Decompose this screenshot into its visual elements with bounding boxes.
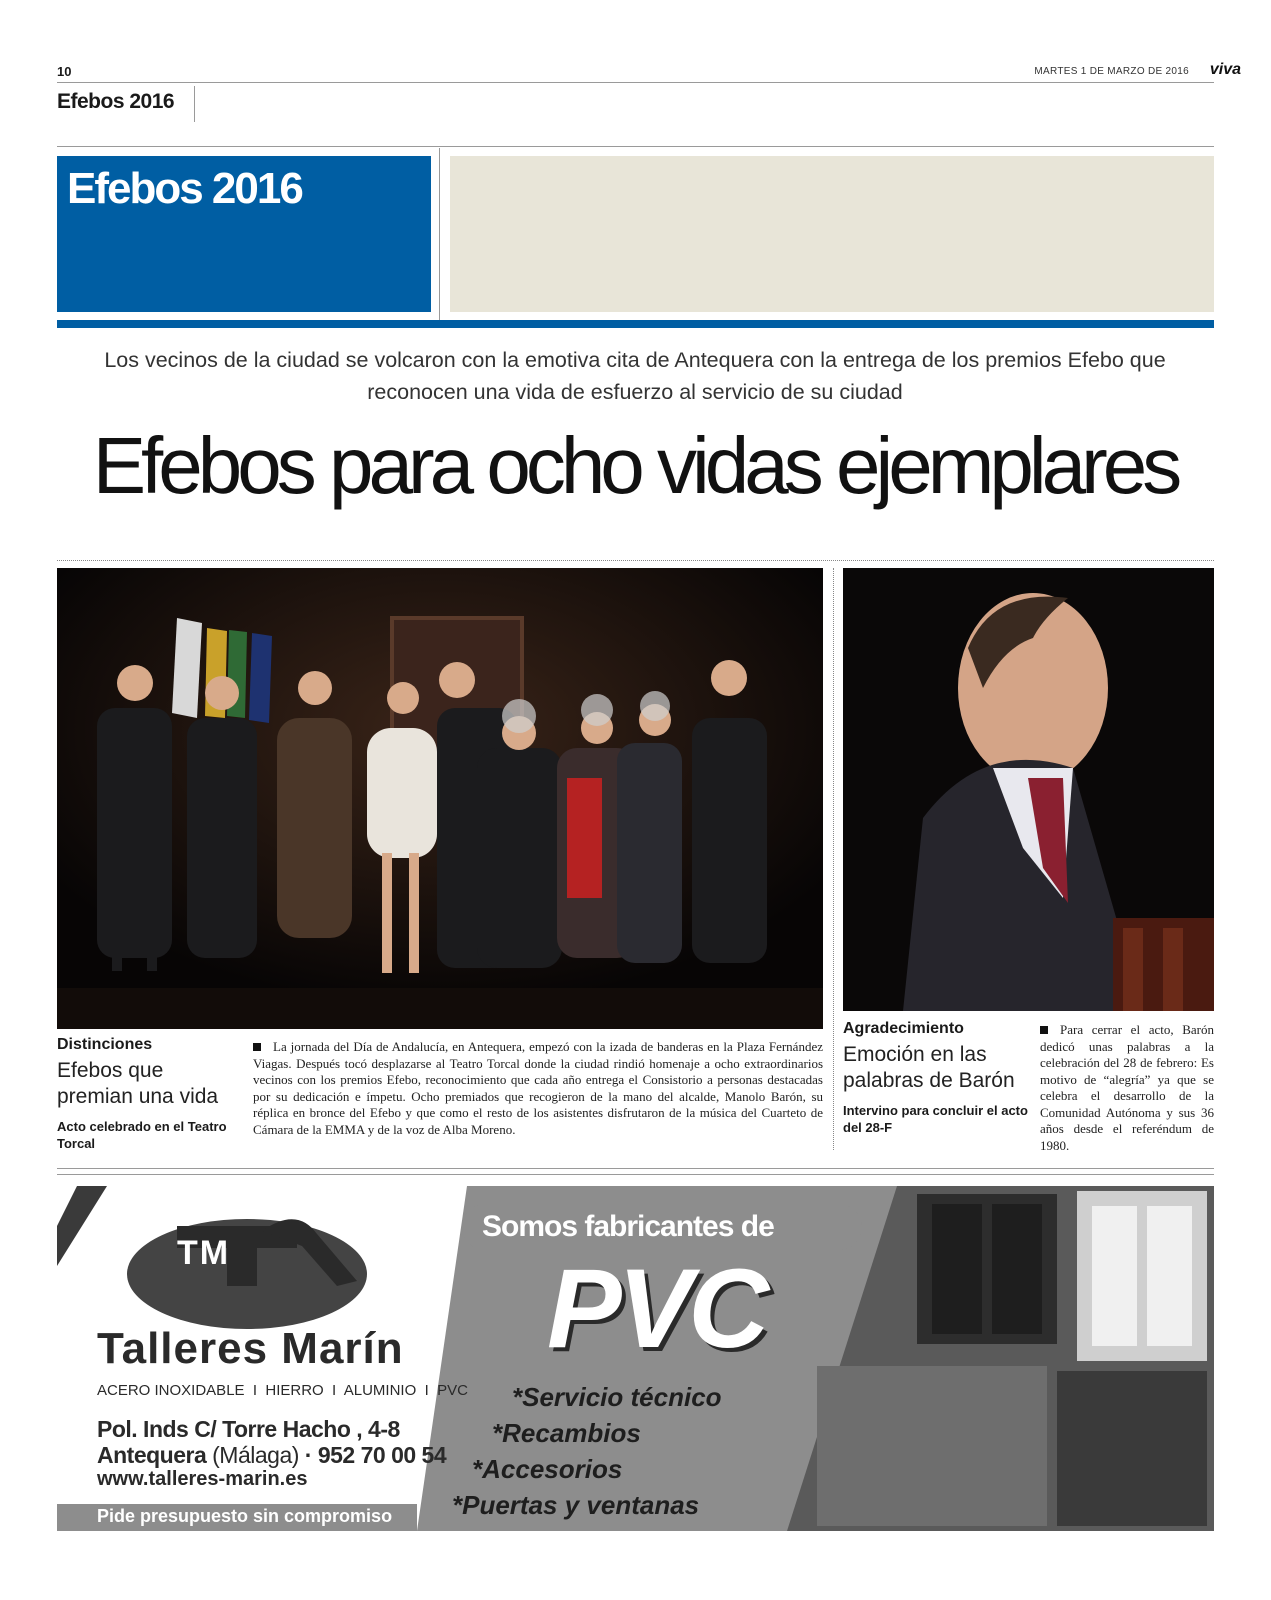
issue-date: MARTES 1 DE MARZO DE 2016 <box>1034 66 1189 77</box>
left-body-text: La jornada del Día de Andalucía, en Antequera, empezó con la izada de banderas en la Plaza Fernández Viagas. Después tocó desplazarse al Teatro Torcal donde la ciudad rindió homenaje a ocho extraordinarios vecinos con los premios Efebo, reconocimiento que cada año entrega el Consistorio a personas destacadas por su dedicación e ímpetu. Ocho premiados que recogieron de la mano del alcalde, Manolo Barón, su réplica en bronce del Efebo y que como el resto de los asistentes disfrutaron de la música del Cuarteto de Cámara de la EMMA y de la voz de Alba Moreno. <box>253 1039 823 1137</box>
left-body <box>253 1039 823 1138</box>
ad-tagline: Somos fabricantes de <box>482 1210 774 1243</box>
ad-city: Antequera <box>97 1442 207 1468</box>
footer-rule-1 <box>57 1168 1214 1169</box>
right-caption-subtitle: Intervino para concluir el acto del 28-F <box>843 1103 1028 1135</box>
right-body <box>1040 1022 1214 1154</box>
banner-divider <box>439 148 440 320</box>
ad-phone: · 952 70 00 54 <box>304 1442 447 1468</box>
page-number: 10 <box>57 64 72 79</box>
dotted-separator <box>57 560 1214 561</box>
banner-panel <box>450 156 1214 312</box>
banner-title: Efebos 2016 <box>67 164 302 213</box>
ad-service-3: *Accesorios <box>472 1454 623 1484</box>
right-caption <box>843 1020 1033 1136</box>
ad-address: Pol. Inds C/ Torre Hacho , 4-8 <box>97 1416 400 1442</box>
article-headline: Efebos para ocho vidas ejemplares <box>92 421 1178 510</box>
newspaper-brand: viva <box>1209 61 1241 78</box>
ad-service-1: *Servicio técnico <box>512 1382 722 1412</box>
ad-materials: ACERO INOXIDABLE I HIERRO I ALUMINIO I PVC <box>97 1382 468 1399</box>
section-banner <box>57 156 431 312</box>
right-body-text: Para cerrar el acto, Barón dedicó unas palabras a la celebración del 28 de febrero: Es motivo de “alegría” ya que se celebra el desarrollo de la Comunidad Autónoma y sus 36 años desde el referéndum de 1980. <box>1040 1022 1214 1153</box>
section-rule <box>57 146 1214 147</box>
advertisement <box>57 1186 1214 1531</box>
accent-bar <box>57 320 1214 328</box>
right-caption-title: Emoción en las palabras de Barón <box>843 1043 1015 1092</box>
section-title: Efebos 2016 <box>57 90 175 113</box>
left-caption <box>57 1036 237 1152</box>
ad-company: Talleres Marín <box>97 1324 404 1373</box>
ad-product: PVC <box>547 1246 766 1371</box>
bullet-square <box>1040 1026 1048 1034</box>
section-divider <box>194 86 195 122</box>
ad-cta: Pide presupuesto sin compromiso <box>97 1506 393 1526</box>
left-caption-label: Distinciones <box>57 1036 153 1053</box>
award-winners-photo <box>57 568 823 1029</box>
ad-service-2: *Recambios <box>492 1418 641 1448</box>
ad-region: (Málaga) <box>212 1442 299 1468</box>
article-kicker: Los vecinos de la ciudad se volcaron con la emotiva cita de Antequera con la entrega de los premios Efebo que reconocen una vida de esfuerzo al servicio de su ciudad <box>104 348 1166 404</box>
mayor-speaking-photo <box>843 568 1214 1011</box>
right-caption-label: Agradecimiento <box>843 1020 964 1037</box>
ad-website: www.talleres-marin.es <box>97 1468 308 1490</box>
bullet-square <box>253 1043 261 1051</box>
header-rule <box>57 82 1214 83</box>
mayor-speaking-illustration <box>843 568 1214 1011</box>
left-caption-subtitle: Acto celebrado en el Teatro Torcal <box>57 1119 227 1151</box>
column-divider <box>833 568 834 1150</box>
ad-service-4: *Puertas y ventanas <box>452 1490 700 1520</box>
footer-rule-2 <box>57 1174 1214 1175</box>
ad-city-line <box>97 1442 446 1469</box>
ad-logo-initials: TM <box>177 1234 231 1272</box>
left-caption-title: Efebos que premian una vida <box>57 1059 219 1108</box>
award-winners-illustration <box>57 568 823 1029</box>
